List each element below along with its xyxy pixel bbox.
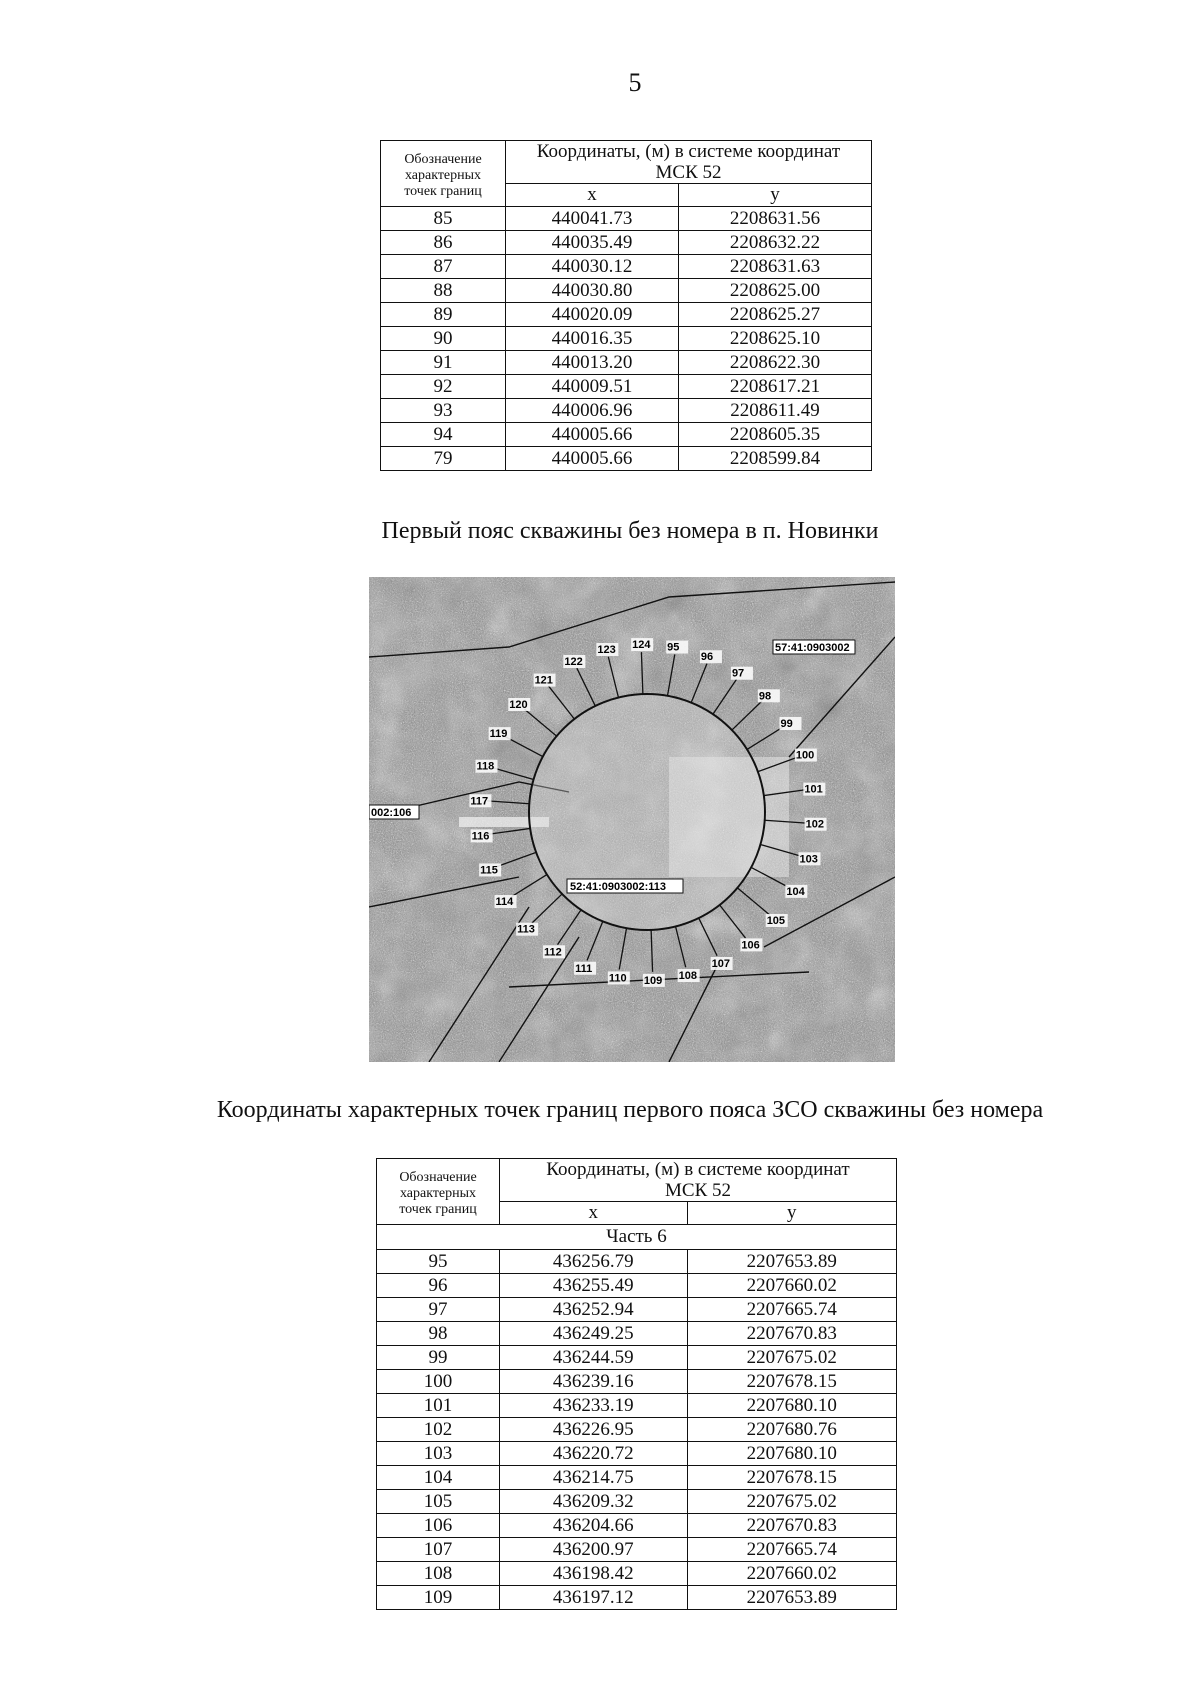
cell-x: 436252.94 — [500, 1298, 688, 1322]
point-label: 114 — [495, 896, 514, 909]
point-label: 101 — [804, 783, 823, 796]
cell-pt: 108 — [377, 1562, 500, 1586]
point-label: 113 — [517, 923, 535, 936]
cell-pt: 99 — [377, 1346, 500, 1370]
point-label: 95 — [667, 641, 680, 654]
point-label: 97 — [731, 667, 745, 680]
column-header-y: y — [687, 1202, 896, 1225]
cell-pt: 101 — [377, 1394, 500, 1418]
cell-y: 2208631.63 — [678, 255, 871, 279]
cell-x: 440009.51 — [506, 375, 679, 399]
cell-pt: 97 — [377, 1298, 500, 1322]
cell-x: 436256.79 — [500, 1250, 688, 1274]
point-label: 104 — [786, 885, 805, 898]
cell-x: 440005.66 — [506, 423, 679, 447]
cell-y: 2208622.30 — [678, 351, 871, 375]
header-title-line: МСК 52 — [665, 1180, 731, 1201]
table-row — [381, 351, 872, 375]
column-header-x: x — [506, 184, 679, 207]
point-label: 100 — [795, 749, 815, 762]
cell-x: 436209.32 — [500, 1490, 688, 1514]
cell-pt: 91 — [381, 351, 506, 375]
header-label-line: характерных — [404, 167, 482, 183]
table-row — [381, 207, 872, 231]
cell-pt: 105 — [377, 1490, 500, 1514]
table-caption: Координаты характерных точек границ первого пояса ЗСО скважины без номера — [216, 1097, 1044, 1123]
header-title-line: Координаты, (м) в системе координат — [546, 1159, 850, 1180]
header-title-line: МСК 52 — [655, 162, 722, 183]
cell-x: 436233.19 — [500, 1394, 688, 1418]
cell-y: 2207678.15 — [687, 1466, 896, 1490]
table-row — [377, 1442, 897, 1466]
column-header-y: y — [678, 184, 871, 207]
cell-pt: 88 — [381, 279, 506, 303]
cell-y: 2208605.35 — [678, 423, 871, 447]
cell-pt: 94 — [381, 423, 506, 447]
point-label: 108 — [678, 970, 698, 983]
point-label: 112 — [544, 946, 562, 959]
table-row — [377, 1346, 897, 1370]
point-label: 98 — [758, 690, 772, 703]
cell-y: 2207653.89 — [687, 1250, 896, 1274]
cell-y: 2207665.74 — [687, 1298, 896, 1322]
cell-x: 436239.16 — [500, 1370, 688, 1394]
table-row — [377, 1250, 897, 1274]
column-header-point-label — [381, 141, 506, 207]
cell-pt: 87 — [381, 255, 506, 279]
table-row — [381, 255, 872, 279]
cell-y: 2207680.10 — [687, 1442, 896, 1466]
cell-y: 2207678.15 — [687, 1370, 896, 1394]
cell-y: 2207660.02 — [687, 1562, 896, 1586]
cell-y: 2207680.76 — [687, 1418, 896, 1442]
point-label: 109 — [643, 974, 663, 987]
cell-x: 440035.49 — [506, 231, 679, 255]
header-label-line: Обозначение — [399, 1169, 477, 1185]
point-label: 117 — [470, 795, 489, 808]
cell-pt: 85 — [381, 207, 506, 231]
cell-x: 440006.96 — [506, 399, 679, 423]
column-header-coordinates — [506, 141, 872, 184]
coordinates-table-1 — [380, 140, 872, 471]
point-label: 111 — [575, 962, 593, 975]
cell-x: 436244.59 — [500, 1346, 688, 1370]
table-row — [377, 1586, 897, 1610]
cell-x: 440016.35 — [506, 327, 679, 351]
cell-x: 436204.66 — [500, 1514, 688, 1538]
point-label: 116 — [471, 830, 490, 843]
table-row — [381, 303, 872, 327]
cell-x: 440020.09 — [506, 303, 679, 327]
parcel-label-top: 57:41:0903002 — [775, 642, 850, 654]
coordinates-table-2 — [376, 1158, 897, 1610]
table-row — [377, 1322, 897, 1346]
cell-y: 2207660.02 — [687, 1274, 896, 1298]
cell-y: 2208631.56 — [678, 207, 871, 231]
point-label: 123 — [597, 643, 616, 656]
table-row — [381, 399, 872, 423]
cell-pt: 102 — [377, 1418, 500, 1442]
table-row — [377, 1418, 897, 1442]
cell-pt: 96 — [377, 1274, 500, 1298]
table-row — [377, 1562, 897, 1586]
cell-x: 436220.72 — [500, 1442, 688, 1466]
column-header-coordinates — [500, 1159, 897, 1202]
point-label: 118 — [476, 760, 495, 773]
cell-y: 2208599.84 — [678, 447, 871, 471]
table-row — [381, 375, 872, 399]
cell-pt: 95 — [377, 1250, 500, 1274]
point-label: 122 — [564, 656, 583, 669]
cell-y: 2207680.10 — [687, 1394, 896, 1418]
cell-x: 440030.12 — [506, 255, 679, 279]
cell-y: 2208611.49 — [678, 399, 871, 423]
cell-x: 440030.80 — [506, 279, 679, 303]
table-row — [377, 1298, 897, 1322]
header-label-line: характерных — [399, 1185, 477, 1201]
cell-x: 440013.20 — [506, 351, 679, 375]
cell-pt: 100 — [377, 1370, 500, 1394]
cell-x: 436197.12 — [500, 1586, 688, 1610]
cell-y: 2207675.02 — [687, 1346, 896, 1370]
point-label: 124 — [632, 639, 651, 652]
column-header-x: x — [500, 1202, 688, 1225]
aerial-map-image — [369, 577, 895, 1062]
cell-y: 2207665.74 — [687, 1538, 896, 1562]
table-row — [377, 1514, 897, 1538]
cell-x: 440041.73 — [506, 207, 679, 231]
header-title-line: Координаты, (м) в системе координат — [536, 141, 841, 162]
map-caption: Первый пояс скважины без номера в п. Новинки — [381, 518, 879, 544]
table-row — [377, 1394, 897, 1418]
cell-pt: 90 — [381, 327, 506, 351]
part-label: Часть 6 — [377, 1225, 897, 1250]
table-row — [377, 1538, 897, 1562]
table-row — [377, 1274, 897, 1298]
zone-circle — [529, 694, 765, 930]
page-number: 5 — [628, 68, 642, 97]
cell-y: 2207653.89 — [687, 1586, 896, 1610]
header-label-line: точек границ — [404, 183, 482, 199]
cell-y: 2207670.83 — [687, 1322, 896, 1346]
table-row — [381, 231, 872, 255]
parcel-label-center: 52:41:0903002:113 — [570, 881, 667, 893]
cell-y: 2208632.22 — [678, 231, 871, 255]
cell-x: 436249.25 — [500, 1322, 688, 1346]
cell-pt: 103 — [377, 1442, 500, 1466]
cell-pt: 79 — [381, 447, 506, 471]
point-label: 121 — [534, 674, 553, 687]
table-row — [377, 1466, 897, 1490]
point-label: 103 — [799, 853, 818, 866]
cell-x: 440005.66 — [506, 447, 679, 471]
cell-pt: 86 — [381, 231, 506, 255]
point-label: 106 — [741, 939, 760, 952]
point-label: 110 — [608, 972, 627, 985]
cell-y: 2208617.21 — [678, 375, 871, 399]
cell-x: 436200.97 — [500, 1538, 688, 1562]
table-row — [381, 327, 872, 351]
point-label: 115 — [480, 864, 498, 877]
column-header-point-label — [377, 1159, 500, 1225]
table-row — [381, 423, 872, 447]
header-label-line: Обозначение — [404, 151, 482, 167]
cell-pt: 92 — [381, 375, 506, 399]
point-label: 105 — [766, 914, 786, 927]
header-label-line: точек границ — [399, 1201, 477, 1217]
table-row — [377, 1370, 897, 1394]
cell-pt: 106 — [377, 1514, 500, 1538]
cell-x: 436214.75 — [500, 1466, 688, 1490]
cell-y: 2208625.10 — [678, 327, 871, 351]
point-label: 120 — [509, 699, 528, 712]
cell-x: 436255.49 — [500, 1274, 688, 1298]
cell-y: 2208625.27 — [678, 303, 871, 327]
cell-pt: 98 — [377, 1322, 500, 1346]
point-label: 99 — [780, 717, 793, 730]
cell-pt: 107 — [377, 1538, 500, 1562]
cell-pt: 104 — [377, 1466, 500, 1490]
point-label: 102 — [805, 818, 824, 831]
point-label: 119 — [489, 728, 508, 741]
cell-pt: 109 — [377, 1586, 500, 1610]
point-label: 107 — [711, 957, 731, 970]
point-label: 96 — [700, 651, 714, 664]
cell-pt: 93 — [381, 399, 506, 423]
cell-y: 2207675.02 — [687, 1490, 896, 1514]
table-row — [381, 447, 872, 471]
table-row — [381, 279, 872, 303]
cell-x: 436198.42 — [500, 1562, 688, 1586]
cell-x: 436226.95 — [500, 1418, 688, 1442]
cell-y: 2207670.83 — [687, 1514, 896, 1538]
cell-pt: 89 — [381, 303, 506, 327]
parcel-label-left: 002:106 — [371, 807, 412, 819]
cell-y: 2208625.00 — [678, 279, 871, 303]
table-row — [377, 1490, 897, 1514]
